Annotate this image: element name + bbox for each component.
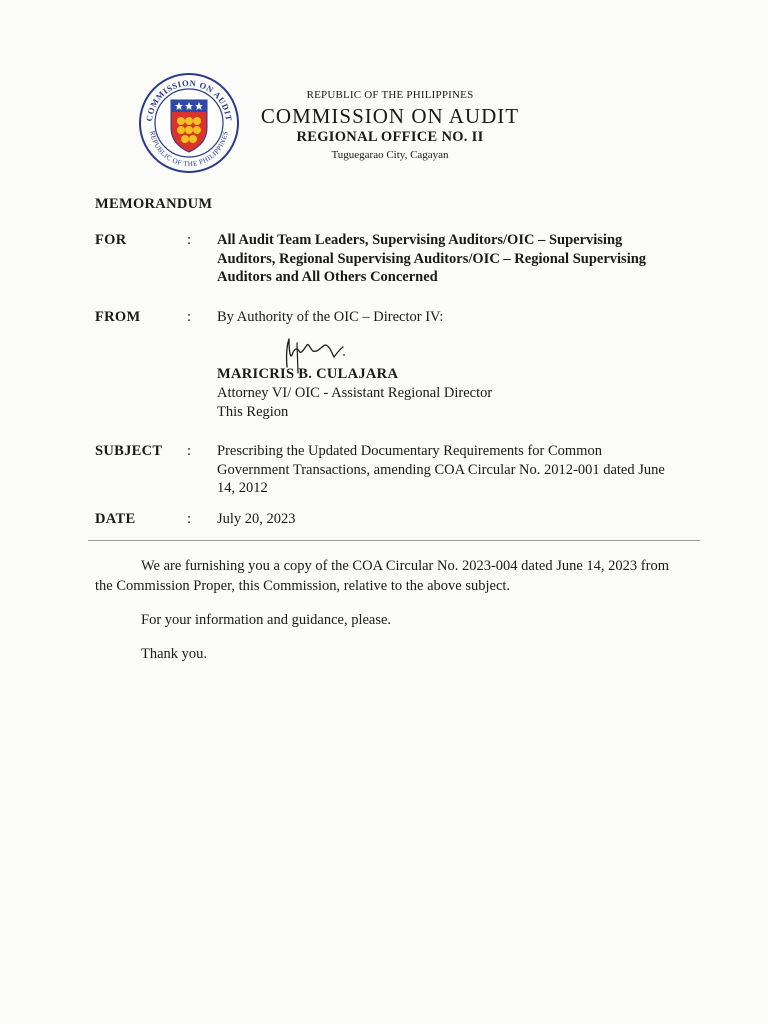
signer-block [217,365,492,422]
republic-label: REPUBLIC OF THE PHILIPPINES [306,89,474,101]
body-paragraph-1: We are furnishing you a copy of the COA Circular No. 2023-004 dated June 14, 2023 from the Commission Proper, this Commission, relative to the above subject. [95,558,669,594]
from-value: By Authority of the OIC – Director IV: [217,309,444,325]
subject-value: Prescribing the Updated Documentary Requirements for Common Government Transactions, amending COA Circular No. 2012-001 dated June 14, 2012 [217,443,665,496]
seal-text-bottom: REPUBLIC OF THE PHILIPPINES [148,130,230,169]
subject-label: SUBJECT [95,443,163,459]
subject-colon: : [187,443,192,459]
body-paragraph-3: Thank you. [141,646,208,662]
memo-title: MEMORANDUM [95,196,213,212]
regional-office-title: REGIONAL OFFICE NO. II [296,129,484,145]
date-value: July 20, 2023 [217,511,296,527]
seal-text-top: COMMISSION ON AUDIT [143,77,235,122]
signer-office: This Region [217,404,289,420]
coa-seal-logo [138,72,240,174]
from-colon: : [187,309,192,325]
signer-title: Attorney VI/ OIC - Assistant Regional Director [217,385,493,401]
from-label: FROM [95,309,141,325]
signer-name: MARICRIS B. CULAJARA [217,366,399,382]
date-label: DATE [95,511,136,527]
for-colon: : [187,232,192,248]
for-value: All Audit Team Leaders, Supervising Auditors/OIC – Supervising Auditors, Regional Supervising Auditors/OIC – Regional Supervising Auditors and All Others Concerned [217,232,647,285]
body-paragraph-2: For your information and guidance, please. [141,612,392,628]
letterhead [250,88,530,163]
divider-line [88,540,700,541]
date-colon: : [187,511,192,527]
commission-title: COMMISSION ON AUDIT [260,104,520,128]
office-city: Tuguegarao City, Cagayan [331,149,449,161]
for-label: FOR [95,232,127,248]
